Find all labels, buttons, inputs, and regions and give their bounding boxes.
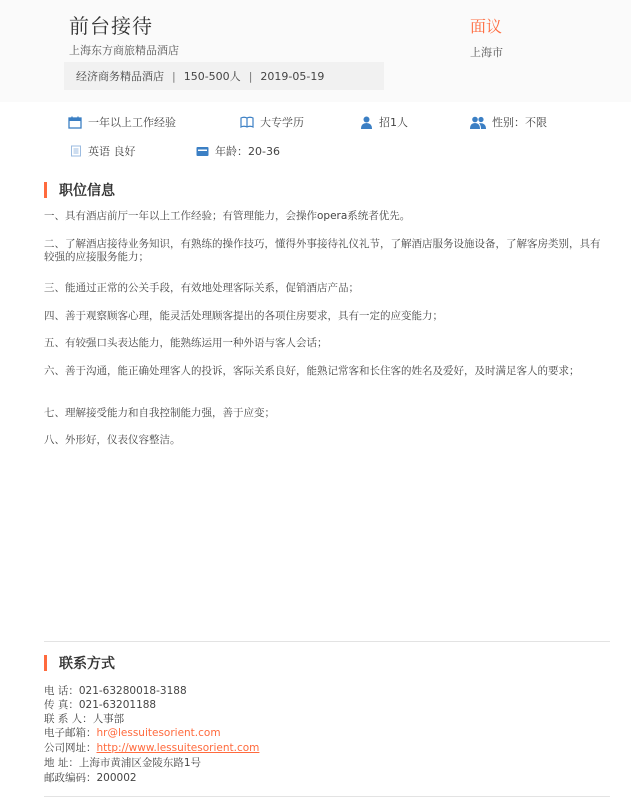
duty-item: 六、善于沟通，能正确处理客人的投诉，客际关系良好，能熟记常客和长住客的姓名及爱好，及时满足客人的要求； [44, 365, 580, 377]
section-divider [44, 796, 610, 797]
requirement-gender [470, 114, 547, 130]
website-link[interactable]: http://www.lessuitesorient.com [96, 742, 260, 754]
contact-phone [44, 683, 187, 698]
fax-value: 021-63201188 [78, 699, 157, 711]
section-divider [44, 641, 610, 642]
job-city: 上海市 [470, 46, 503, 59]
requirement-headcount [360, 114, 408, 130]
email-label: 电子邮箱： [44, 727, 97, 739]
person-icon [360, 116, 373, 129]
headcount-text: 招1人 [379, 116, 408, 129]
contact-website [44, 740, 259, 755]
job-info-title: 职位信息 [59, 183, 115, 199]
duty-item: 二、了解酒店接待业务知识，有熟练的操作技巧，懂得外事接待礼仪礼节，了解酒店服务设施设备，了解客房类别，具有较强的应接服务能力； [44, 238, 601, 263]
contact-address [44, 755, 201, 770]
address-label: 地 址： [44, 757, 79, 769]
company-size: 150-500人 [183, 70, 241, 83]
job-header [0, 0, 631, 102]
website-label: 公司网址： [44, 742, 97, 754]
email-link[interactable]: hr@lessuitesorient.com [96, 727, 221, 739]
gender-text: 性别：不限 [492, 116, 547, 129]
id-card-icon [196, 146, 209, 157]
company-name[interactable]: 上海东方商旅精品酒店 [69, 44, 179, 57]
phone-value: 021-63280018-3188 [78, 685, 187, 697]
person-label: 联 系 人： [44, 713, 93, 725]
meta-separator: | [248, 69, 253, 83]
job-info-heading [44, 180, 115, 200]
duty-item: 五、有较强口头表达能力，能熟练运用一种外语与客人会话； [44, 337, 328, 349]
language-text: 英语 良好 [88, 145, 136, 158]
meta-separator: | [172, 69, 176, 83]
fax-label: 传 真： [44, 699, 79, 711]
contact-title: 联系方式 [59, 656, 115, 672]
address-value: 上海市黄浦区金陵东路1号 [78, 757, 202, 769]
calendar-icon [68, 116, 82, 129]
section-accent-bar [44, 655, 47, 671]
duty-item: 三、能通过正常的公关手段，有效地处理客际关系，促销酒店产品； [44, 282, 359, 294]
document-icon [70, 145, 82, 157]
age-text: 年龄：20-36 [215, 145, 280, 158]
requirement-language [70, 143, 136, 159]
phone-label: 电 话： [44, 685, 79, 697]
company-meta [64, 62, 384, 90]
postcode-label: 邮政编码： [44, 772, 97, 784]
contact-heading [44, 653, 115, 673]
requirement-age [196, 143, 280, 159]
contact-fax [44, 697, 156, 712]
contact-postcode [44, 770, 137, 785]
section-accent-bar [44, 182, 47, 198]
requirement-education [240, 114, 304, 130]
experience-text: 一年以上工作经验 [88, 116, 176, 129]
job-title: 前台接待 [69, 14, 153, 38]
salary: 面议 [470, 17, 503, 36]
requirement-experience [68, 114, 176, 130]
contact-email [44, 725, 221, 740]
post-date: 2019-05-19 [260, 69, 325, 83]
company-type: 经济商务精品酒店 [76, 70, 164, 83]
duty-item: 七、理解接受能力和自我控制能力强，善于应变； [44, 407, 275, 419]
contact-person [44, 711, 124, 726]
book-icon [240, 116, 254, 128]
duty-item: 四、善于观察顾客心理，能灵活处理顾客提出的各项住房要求，具有一定的应变能力； [44, 310, 443, 322]
duty-item: 八、外形好，仪表仪容整洁。 [44, 434, 181, 446]
education-text: 大专学历 [260, 116, 304, 129]
people-icon [470, 116, 486, 129]
postcode-value: 200002 [96, 772, 137, 784]
person-value: 人事部 [92, 713, 125, 725]
duty-item: 一、具有酒店前厅一年以上工作经验；有管理能力，会操作opera系统者优先。 [44, 210, 411, 222]
